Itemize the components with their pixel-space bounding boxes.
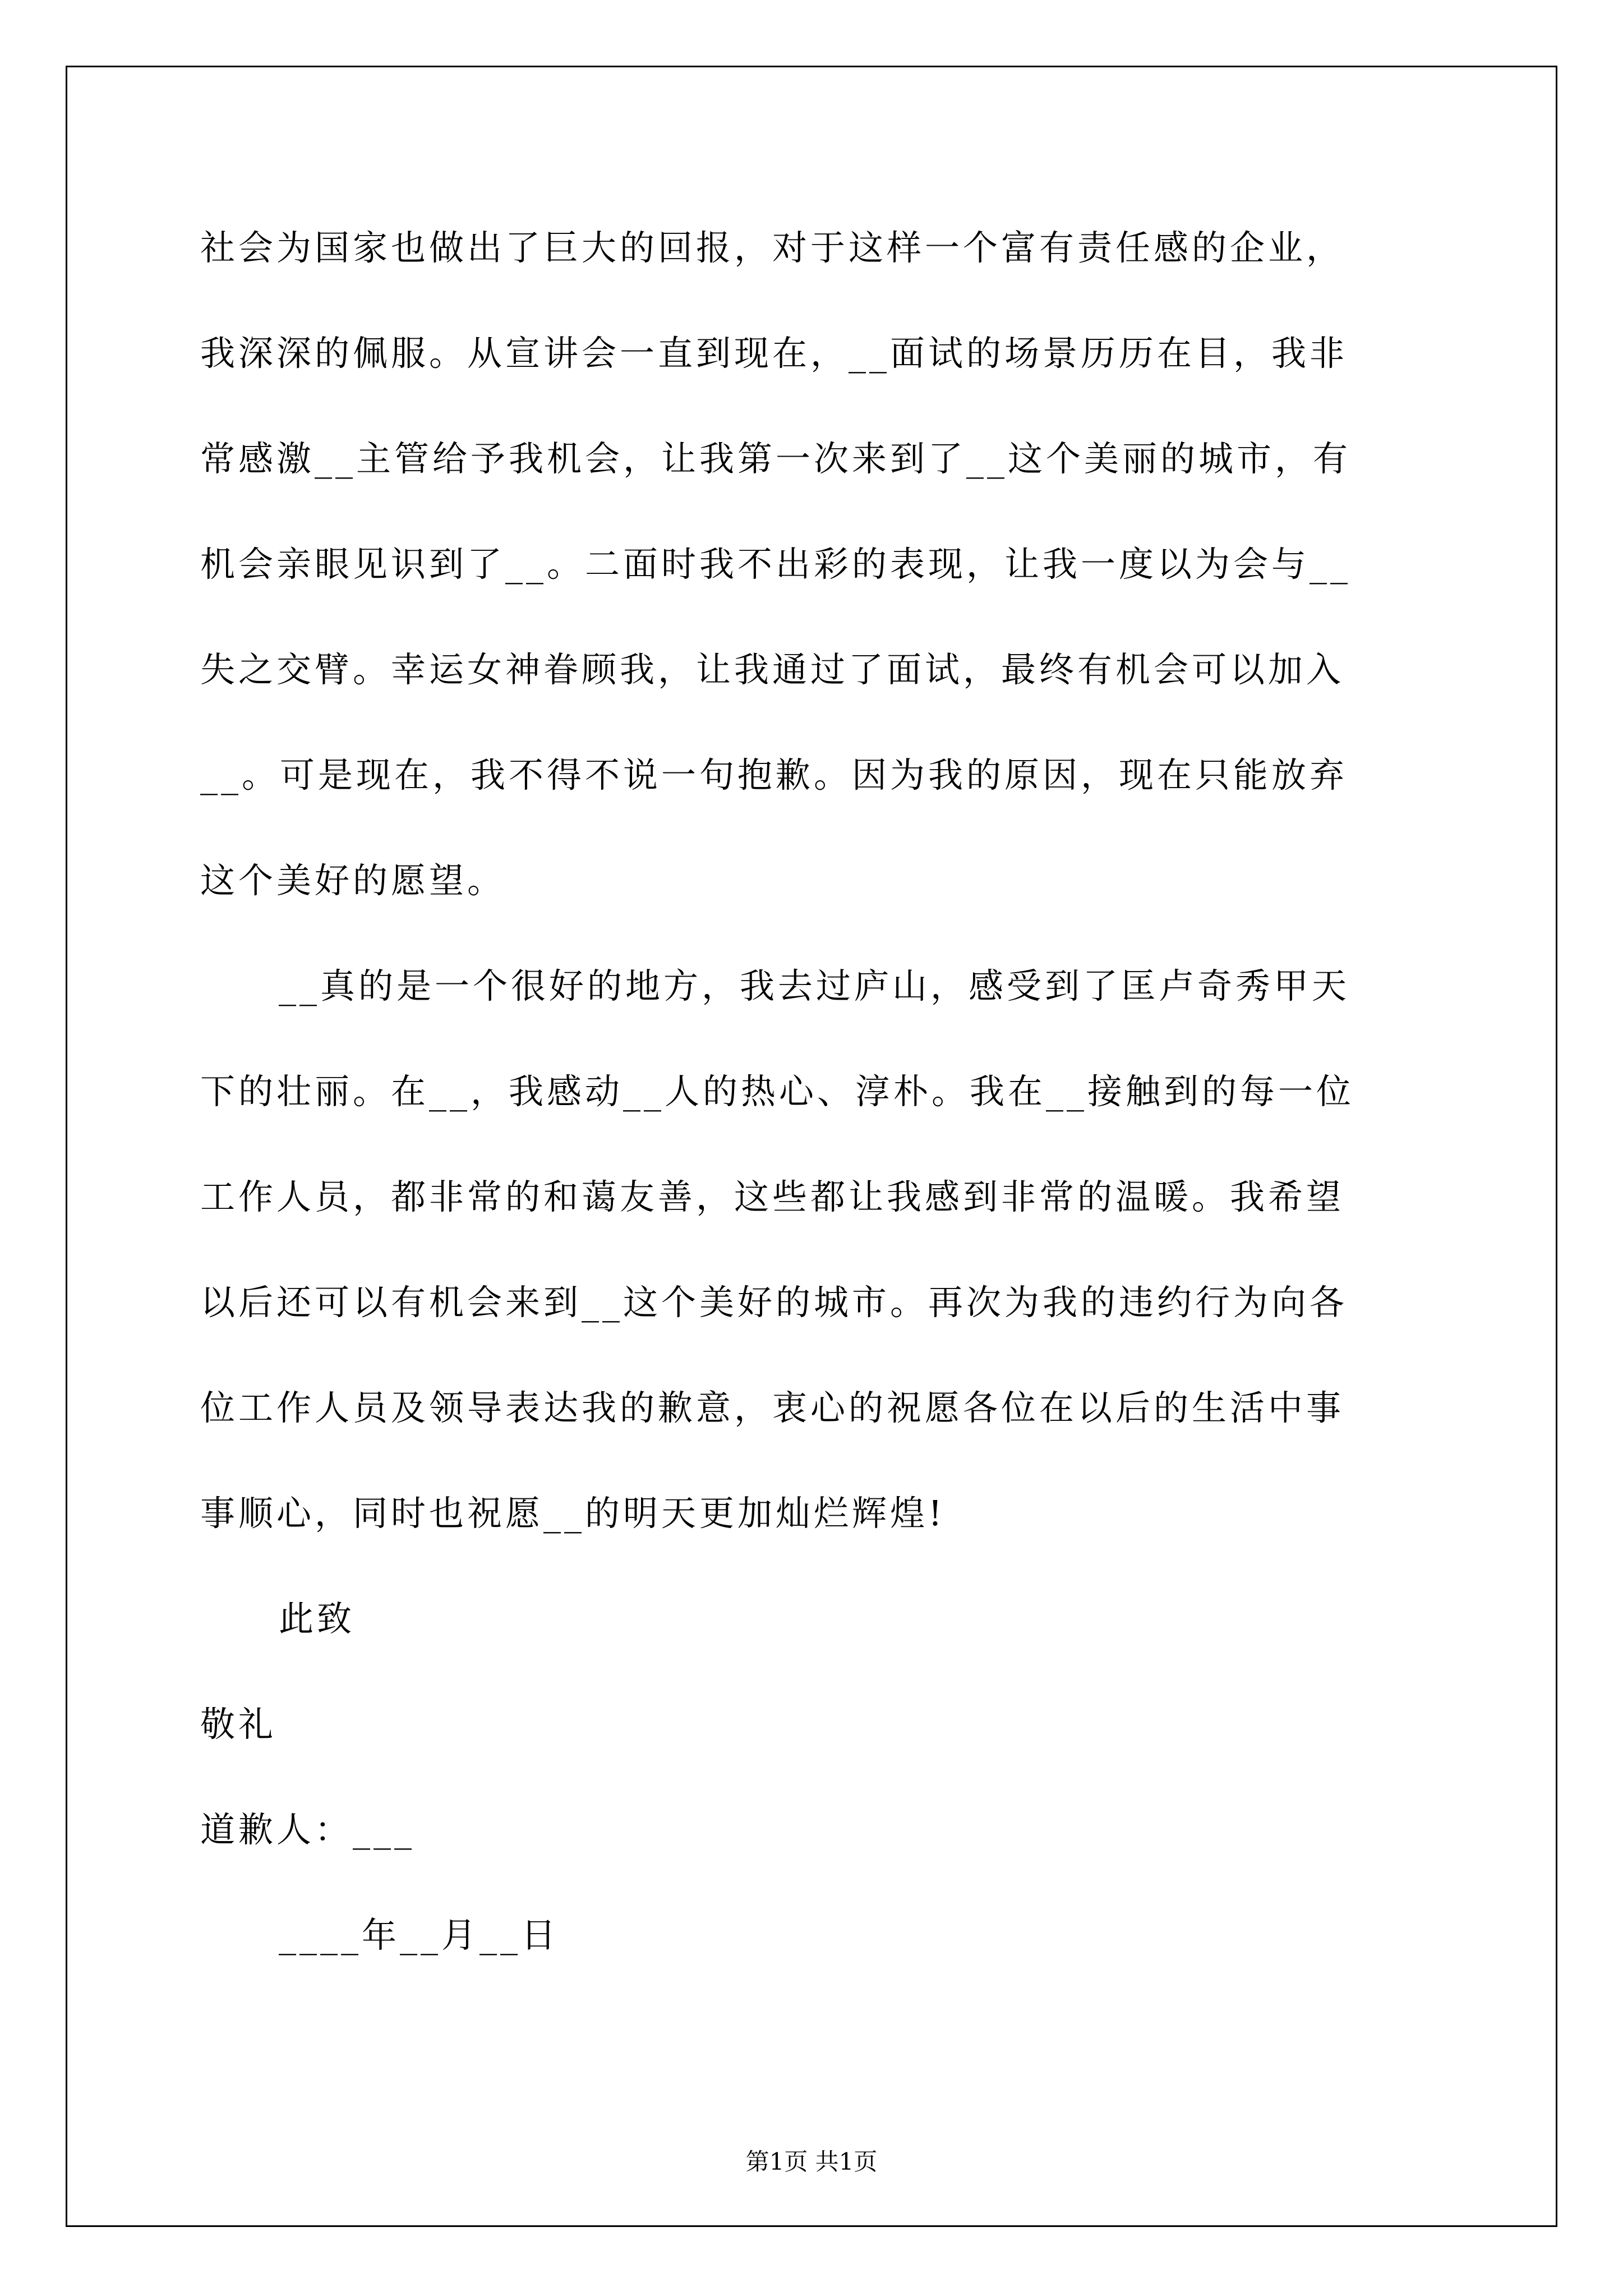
page-border (66, 66, 1557, 2227)
body-line: 社会为国家也做出了巨大的回报，对于这样一个富有责任感的企业， (200, 227, 1345, 268)
body-line: 位工作人员及领导表达我的歉意，衷心的祝愿各位在以后的生活中事 (200, 1387, 1345, 1428)
body-line: 我深深的佩服。从宣讲会一直到现在，__面试的场景历历在目，我非 (200, 333, 1348, 374)
body-line: 常感激__主管给予我机会，让我第一次来到了__这个美丽的城市，有 (200, 438, 1352, 479)
body-line: 失之交臂。幸运女神眷顾我，让我通过了面试，最终有机会可以加入 (200, 649, 1345, 690)
body-line: 这个美好的愿望。 (200, 860, 506, 901)
body-line: 以后还可以有机会来到__这个美好的城市。再次为我的违约行为向各 (200, 1282, 1348, 1323)
salutation-text: 敬礼 (200, 1704, 277, 1745)
date-line: ____年__月__日 (279, 1915, 560, 1955)
signer-line: 道歉人：___ (200, 1809, 416, 1850)
body-line: __。可是现在，我不得不说一句抱歉。因为我的原因，现在只能放弃 (200, 754, 1348, 795)
body-line: 机会亲眼见识到了__。二面时我不出彩的表现，让我一度以为会与__ (200, 544, 1352, 585)
body-line: 工作人员，都非常的和蔼友善，这些都让我感到非常的温暖。我希望 (200, 1176, 1345, 1217)
page-number-footer: 第1页 共1页 (745, 2148, 878, 2175)
paragraph-start-line: __真的是一个很好的地方，我去过庐山，感受到了匡卢奇秀甲天 (279, 965, 1350, 1006)
body-line: 下的壮丽。在__，我感动__人的热心、淳朴。我在__接触到的每一位 (200, 1071, 1355, 1112)
closing-text: 此致 (279, 1598, 356, 1639)
body-line: 事顺心，同时也祝愿__的明天更加灿烂辉煌! (200, 1493, 946, 1534)
